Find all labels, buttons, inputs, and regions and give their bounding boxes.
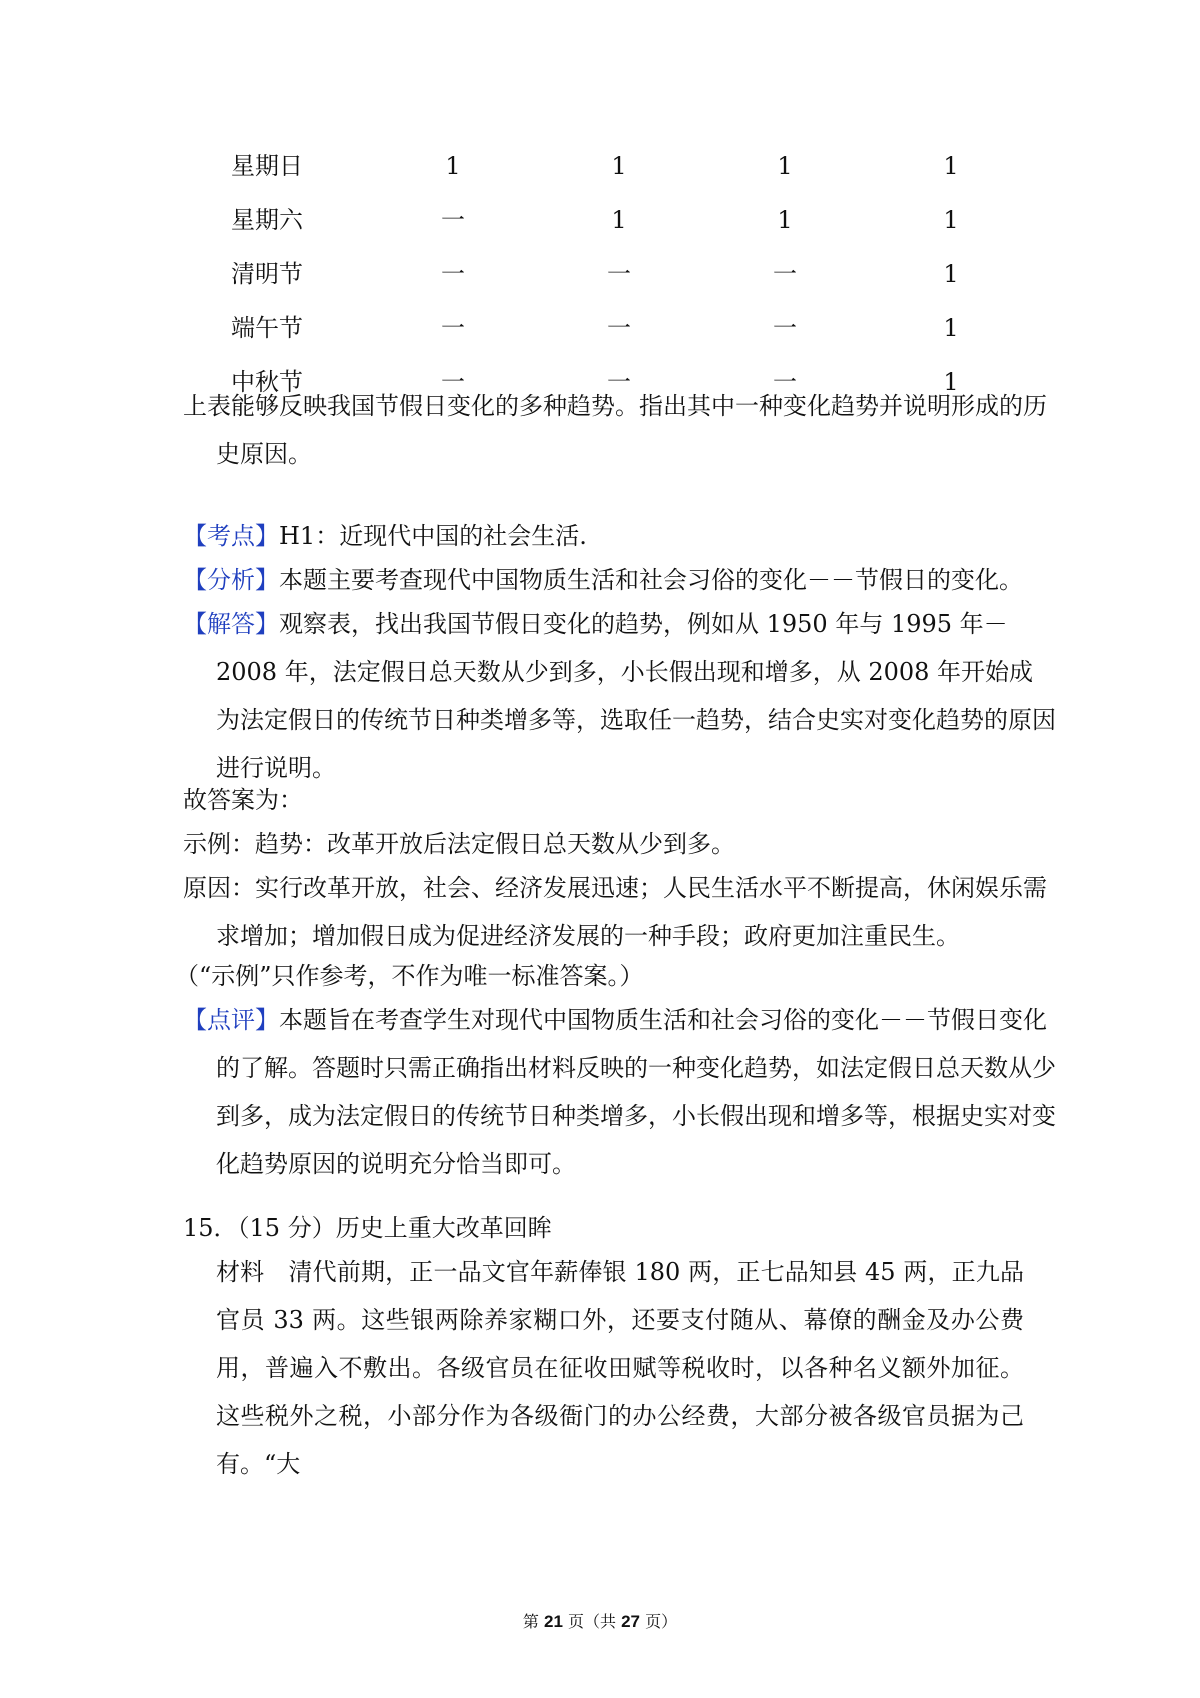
answer-intro: 故答案为： [183,786,303,814]
jieda-tag: 【解答】 [183,610,279,638]
table-row [183,256,1003,310]
cell-value: 一 [607,260,631,288]
cell-value: 1 [943,206,959,234]
example-text: 示例：趋势：改革开放后法定假日总天数从少到多。 [183,830,735,858]
table-row [183,148,1003,202]
question-text: 上表能够反映我国节假日变化的多种趋势。指出其中一种变化趋势并说明形成的历史原因。 [183,392,1047,468]
cell-value: 1 [943,314,959,342]
fenxi-tag: 【分析】 [183,566,279,594]
cell-value: 一 [441,314,465,342]
footer-prefix: 第 [522,1612,544,1631]
kaodian-section [183,512,1056,560]
jieda-section [183,600,1056,792]
cell-value: 一 [773,314,797,342]
row-label: 端午节 [231,314,303,342]
footer-total-pages: 27 [621,1612,641,1631]
holiday-table [183,148,1003,418]
cell-value: 1 [943,152,959,180]
cell-value: 1 [611,152,627,180]
cell-value: 一 [441,368,465,396]
cell-value: 1 [777,206,793,234]
footer-mid: 页（共 [562,1612,622,1631]
question-15-material: 材料 清代前期，正一品文官年薪俸银 180 两，正七品知县 45 两，正九品官员 33 两。这些银两除养家糊口外，还要支付随从、幕僚的酬金及办公费用，普遍入不敷出。各级官员在征收田赋等税收时，以各种名义额外加征。这些税外之税，小部分作为各级衙门的办公经费，大部分被各级官员据为己有。“大 [216,1258,1024,1478]
row-label: 清明节 [231,260,303,288]
table-row [183,202,1003,256]
cell-value: 一 [441,206,465,234]
kaodian-tag: 【考点】 [183,522,279,550]
note-text: （“示例”只作参考，不作为唯一标准答案。） [175,962,644,990]
footer-suffix: 页） [640,1612,678,1631]
cell-value: 一 [773,260,797,288]
reason-text: 原因：实行改革开放，社会、经济发展迅速；人民生活水平不断提高，休闲娱乐需求增加；增加假日成为促进经济发展的一种手段；政府更加注重民生。 [183,874,1047,950]
cell-value: 1 [943,260,959,288]
cell-value: 一 [607,368,631,396]
cell-value: 一 [773,368,797,396]
page-footer [0,1610,1200,1634]
row-label: 星期六 [231,206,303,234]
fenxi-section [183,556,1056,604]
question-15-title: 15．（15 分）历史上重大改革回眸 [183,1214,552,1242]
dianping-text: 本题旨在考查学生对现代中国物质生活和社会习俗的变化－－节假日变化的了解。答题时只需正确指出材料反映的一种变化趋势，如法定假日总天数从少到多，成为法定假日的传统节日种类增多，小长假出现和增多等，根据史实对变化趋势原因的说明充分恰当即可。 [216,1006,1056,1178]
cell-value: 一 [607,314,631,342]
cell-value: 1 [943,368,959,396]
row-label: 中秋节 [231,368,303,396]
jieda-text: 观察表，找出我国节假日变化的趋势，例如从 1950 年与 1995 年－2008 年，法定假日总天数从少到多，小长假出现和增多，从 2008 年开始成为法定假日的传统节日种类增多等，选取任一趋势，结合史实对变化趋势的原因进行说明。 [216,610,1056,782]
dianping-section [183,996,1056,1188]
kaodian-text: H1：近现代中国的社会生活. [279,522,587,550]
cell-value: 1 [445,152,461,180]
cell-value: 1 [777,152,793,180]
cell-value: 一 [441,260,465,288]
table-row [183,310,1003,364]
cell-value: 1 [611,206,627,234]
fenxi-text: 本题主要考查现代中国物质生活和社会习俗的变化－－节假日的变化。 [279,566,1023,594]
footer-page-number: 21 [543,1612,563,1631]
row-label: 星期日 [231,152,303,180]
dianping-tag: 【点评】 [183,1006,279,1034]
